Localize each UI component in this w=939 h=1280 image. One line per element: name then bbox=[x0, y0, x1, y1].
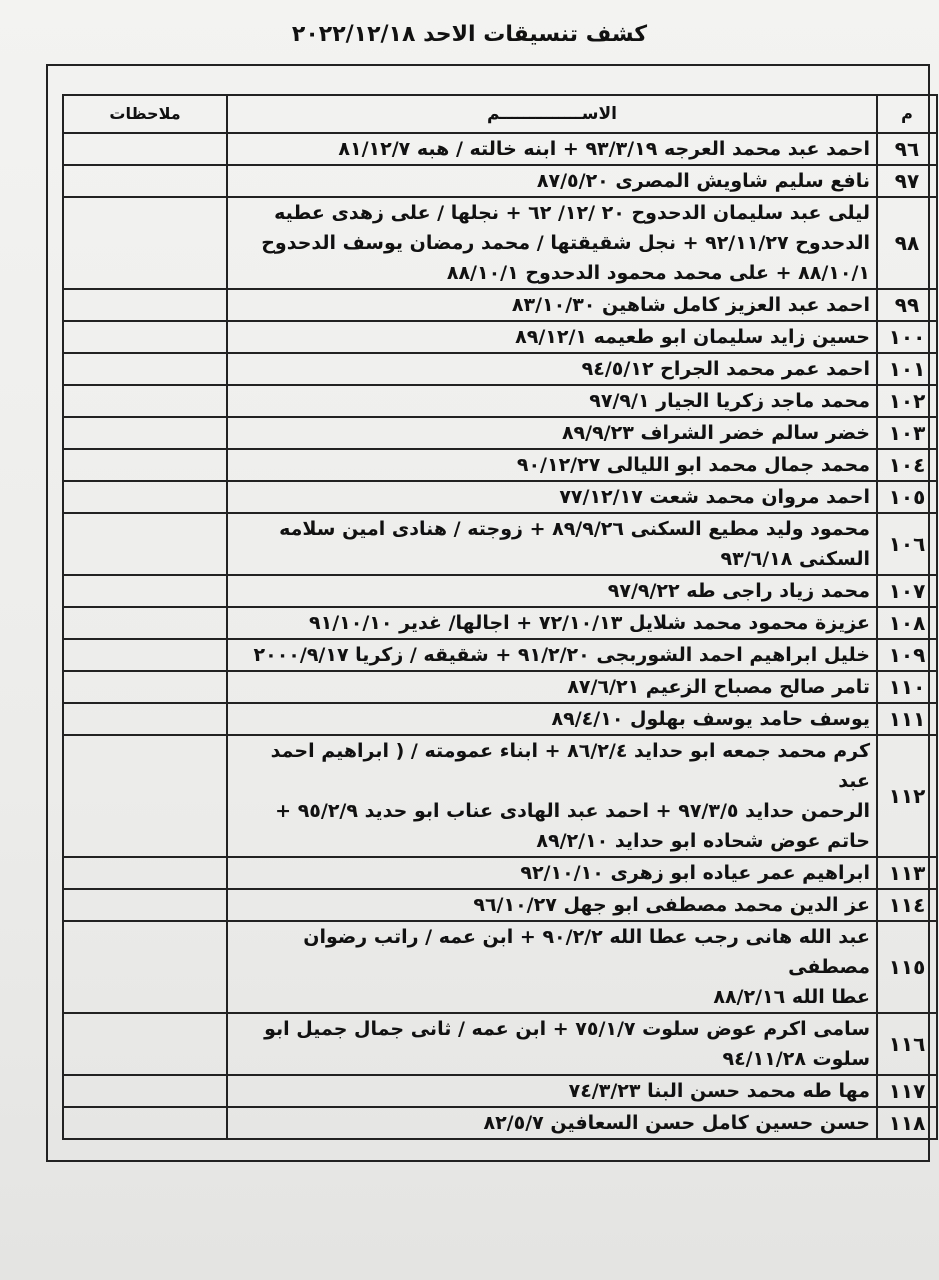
row-name: خضر سالم خضر الشراف ٨٩/٩/٢٣ bbox=[227, 417, 877, 449]
row-number: ١١٦ bbox=[877, 1013, 937, 1075]
table-row bbox=[63, 671, 937, 703]
row-number: ٩٧ bbox=[877, 165, 937, 197]
row-notes bbox=[63, 1075, 227, 1107]
row-number: ١٠٤ bbox=[877, 449, 937, 481]
row-number: ٩٩ bbox=[877, 289, 937, 321]
row-name: محمد جمال محمد ابو الليالى ٩٠/١٢/٢٧ bbox=[227, 449, 877, 481]
row-name: محمد زياد راجى طه ٩٧/٩/٢٢ bbox=[227, 575, 877, 607]
row-notes bbox=[63, 575, 227, 607]
table-row bbox=[63, 133, 937, 165]
row-notes bbox=[63, 321, 227, 353]
row-notes bbox=[63, 703, 227, 735]
row-number: ١٠٥ bbox=[877, 481, 937, 513]
row-number: ١٠٠ bbox=[877, 321, 937, 353]
header-number: م bbox=[877, 95, 937, 133]
row-notes bbox=[63, 165, 227, 197]
row-name: عز الدين محمد مصطفى ابو جهل ٩٦/١٠/٢٧ bbox=[227, 889, 877, 921]
row-name: حسن حسين كامل حسن السعافين ٨٢/٥/٧ bbox=[227, 1107, 877, 1139]
table-row bbox=[63, 1075, 937, 1107]
row-notes bbox=[63, 1107, 227, 1139]
row-name: مها طه محمد حسن البنا ٧٤/٣/٢٣ bbox=[227, 1075, 877, 1107]
table-row bbox=[63, 321, 937, 353]
row-number: ١١٥ bbox=[877, 921, 937, 1013]
row-name: عبد الله هانى رجب عطا الله ٩٠/٢/٢ + ابن عمه / راتب رضوان مصطفى عطا الله ٨٨/٢/١٦ bbox=[227, 921, 877, 1013]
row-name: خليل ابراهيم احمد الشوربجى ٩١/٢/٢٠ + شقيقه / زكريا ٢٠٠٠/٩/١٧ bbox=[227, 639, 877, 671]
row-notes bbox=[63, 353, 227, 385]
row-number: ١١٤ bbox=[877, 889, 937, 921]
row-notes bbox=[63, 417, 227, 449]
row-name: كرم محمد جمعه ابو حدايد ٨٦/٢/٤ + ابناء عمومته / ( ابراهيم احمد عبد الرحمن حدايد ٩٧/٣/٥ + احمد عبد الهادى عناب ابو حديد ٩٥/٢/٩ + حاتم عوض شحاده ابو حدايد ٨٩/٢/١٠ bbox=[227, 735, 877, 857]
row-number: ١٠٦ bbox=[877, 513, 937, 575]
table-row bbox=[63, 289, 937, 321]
table-row bbox=[63, 921, 937, 1013]
row-number: ١١٨ bbox=[877, 1107, 937, 1139]
row-number: ١١١ bbox=[877, 703, 937, 735]
row-name: نافع سليم شاويش المصرى ٨٧/٥/٢٠ bbox=[227, 165, 877, 197]
row-name: عزيزة محمود محمد شلايل ٧٢/١٠/١٣ + اجالها/ غدير ٩١/١٠/١٠ bbox=[227, 607, 877, 639]
table-row bbox=[63, 417, 937, 449]
table-row bbox=[63, 703, 937, 735]
row-notes bbox=[63, 1013, 227, 1075]
row-number: ١٠٣ bbox=[877, 417, 937, 449]
document-title: كشف تنسيقات الاحد ٢٠٢٢/١٢/١٨ bbox=[291, 22, 648, 47]
table-row bbox=[63, 735, 937, 857]
row-notes bbox=[63, 889, 227, 921]
row-notes bbox=[63, 197, 227, 289]
row-notes bbox=[63, 735, 227, 857]
row-number: ١١٢ bbox=[877, 735, 937, 857]
table-frame bbox=[46, 64, 930, 1162]
row-number: ١٠٩ bbox=[877, 639, 937, 671]
row-name: تامر صالح مصباح الزعيم ٨٧/٦/٢١ bbox=[227, 671, 877, 703]
table-row bbox=[63, 197, 937, 289]
row-notes bbox=[63, 385, 227, 417]
table-row bbox=[63, 513, 937, 575]
row-name: يوسف حامد يوسف بهلول ٨٩/٤/١٠ bbox=[227, 703, 877, 735]
row-number: ١٠١ bbox=[877, 353, 937, 385]
table-row bbox=[63, 353, 937, 385]
row-notes bbox=[63, 481, 227, 513]
row-name: ابراهيم عمر عياده ابو زهرى ٩٢/١٠/١٠ bbox=[227, 857, 877, 889]
row-notes bbox=[63, 449, 227, 481]
row-number: ١٠٢ bbox=[877, 385, 937, 417]
table-row bbox=[63, 449, 937, 481]
row-notes bbox=[63, 639, 227, 671]
table-row bbox=[63, 575, 937, 607]
table-row bbox=[63, 607, 937, 639]
header-name: الاســــــــــــــم bbox=[227, 95, 877, 133]
row-notes bbox=[63, 671, 227, 703]
row-number: ١١٧ bbox=[877, 1075, 937, 1107]
table-row bbox=[63, 165, 937, 197]
table-row bbox=[63, 1107, 937, 1139]
row-number: ١١٠ bbox=[877, 671, 937, 703]
row-name: سامى اكرم عوض سلوت ٧٥/١/٧ + ابن عمه / ثانى جمال جميل ابو سلوت ٩٤/١١/٢٨ bbox=[227, 1013, 877, 1075]
names-table bbox=[62, 94, 938, 1140]
table-header-row bbox=[63, 95, 937, 133]
row-number: ١٠٧ bbox=[877, 575, 937, 607]
row-number: ٩٦ bbox=[877, 133, 937, 165]
row-name: احمد عمر محمد الجراح ٩٤/٥/١٢ bbox=[227, 353, 877, 385]
row-name: احمد عبد العزيز كامل شاهين ٨٣/١٠/٣٠ bbox=[227, 289, 877, 321]
row-number: ٩٨ bbox=[877, 197, 937, 289]
table-row bbox=[63, 889, 937, 921]
table-row bbox=[63, 639, 937, 671]
row-name: حسين زايد سليمان ابو طعيمه ٨٩/١٢/١ bbox=[227, 321, 877, 353]
row-notes bbox=[63, 857, 227, 889]
table-row bbox=[63, 481, 937, 513]
table-row bbox=[63, 857, 937, 889]
row-name: محمد ماجد زكريا الجيار ٩٧/٩/١ bbox=[227, 385, 877, 417]
row-number: ١١٣ bbox=[877, 857, 937, 889]
row-name: محمود وليد مطيع السكنى ٨٩/٩/٢٦ + زوجته / هنادى امين سلامه السكنى ٩٣/٦/١٨ bbox=[227, 513, 877, 575]
row-notes bbox=[63, 921, 227, 1013]
row-notes bbox=[63, 289, 227, 321]
row-notes bbox=[63, 133, 227, 165]
header-notes: ملاحظات bbox=[63, 95, 227, 133]
row-notes bbox=[63, 607, 227, 639]
row-notes bbox=[63, 513, 227, 575]
table-row bbox=[63, 385, 937, 417]
table-row bbox=[63, 1013, 937, 1075]
row-name: احمد مروان محمد شعت ٧٧/١٢/١٧ bbox=[227, 481, 877, 513]
row-name: ليلى عبد سليمان الدحدوح ٢٠ /١٢/ ٦٢ + نجلها / على زهدى عطيه الدحدوح ٩٢/١١/٢٧ + نجل شقيقتها / محمد رمضان يوسف الدحدوح ٨٨/١٠/١ + على محمد محمود الدحدوح ٨٨/١٠/١ bbox=[227, 197, 877, 289]
row-number: ١٠٨ bbox=[877, 607, 937, 639]
row-name: احمد عبد محمد العرجه ٩٣/٣/١٩ + ابنه خالته / هبه ٨١/١٢/٧ bbox=[227, 133, 877, 165]
